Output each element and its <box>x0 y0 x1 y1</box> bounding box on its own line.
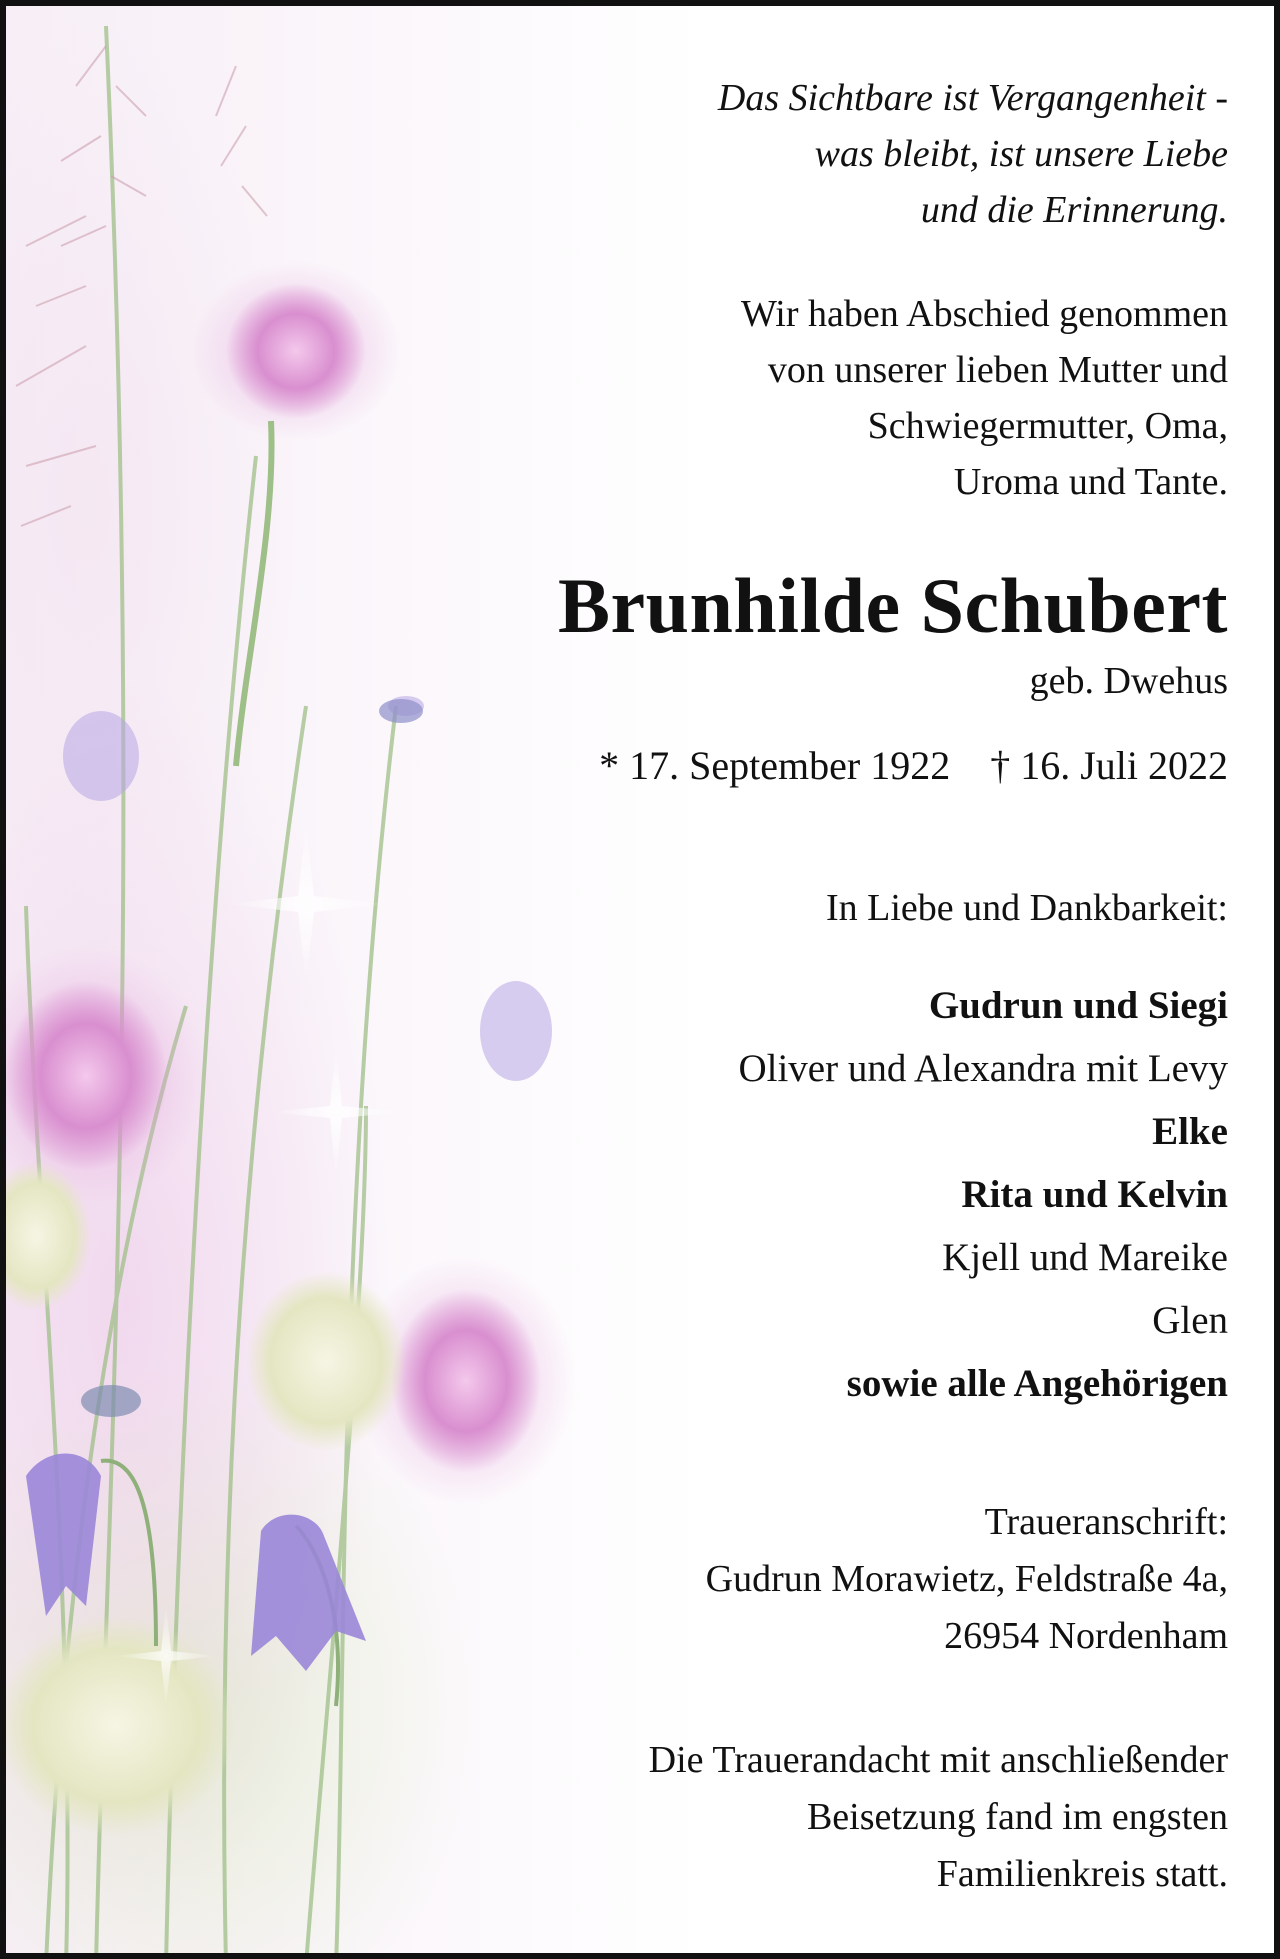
address-street: Gudrun Morawietz, Feldstraße 4a, <box>705 1558 1228 1600</box>
thanks-line: In Liebe und Dankbarkeit: <box>825 887 1228 929</box>
mourner-entry: sowie alle Angehörigen <box>846 1362 1228 1405</box>
service-line: Familienkreis statt. <box>936 1853 1228 1895</box>
mourner-entry: Gudrun und Siegi <box>928 984 1228 1027</box>
mourner-entry: Elke <box>1152 1110 1228 1153</box>
mourner-entry: Oliver und Alexandra mit Levy <box>738 1047 1228 1090</box>
life-dates <box>599 738 1228 794</box>
motto-verse <box>718 70 1228 238</box>
wildflower-illustration <box>6 6 626 1959</box>
farewell-intro <box>741 286 1228 510</box>
motto-line: und die Erinnerung. <box>920 189 1228 231</box>
deceased-name: Brunhilde Schubert <box>558 562 1228 649</box>
address-label: Traueranschrift: <box>984 1501 1228 1543</box>
service-notice <box>649 1732 1228 1903</box>
mourner-entry: Kjell und Mareike <box>942 1236 1228 1279</box>
service-line: Die Trauerandacht mit anschließender <box>648 1739 1228 1781</box>
birth-date: * 17. September 1922 <box>599 743 951 788</box>
intro-line: Wir haben Abschied genommen <box>740 293 1228 335</box>
intro-line: Uroma und Tante. <box>953 461 1228 503</box>
mourners-list <box>738 974 1228 1415</box>
intro-line: Schwiegermutter, Oma, <box>867 405 1228 447</box>
pink-flower-top <box>191 261 401 766</box>
service-line: Beisetzung fand im engsten <box>806 1796 1228 1838</box>
birth-name: geb. Dwehus <box>1029 660 1228 702</box>
mourning-address <box>706 1494 1228 1665</box>
mourner-entry: Rita und Kelvin <box>961 1173 1228 1216</box>
motto-line: was bleibt, ist unsere Liebe <box>814 133 1228 175</box>
mourner-entry: Glen <box>1152 1299 1228 1342</box>
motto-line: Das Sichtbare ist Vergangenheit - <box>717 77 1228 119</box>
death-date: † 16. Juli 2022 <box>990 743 1228 788</box>
intro-line: von unserer lieben Mutter und <box>767 349 1228 391</box>
address-city: 26954 Nordenham <box>944 1615 1228 1657</box>
